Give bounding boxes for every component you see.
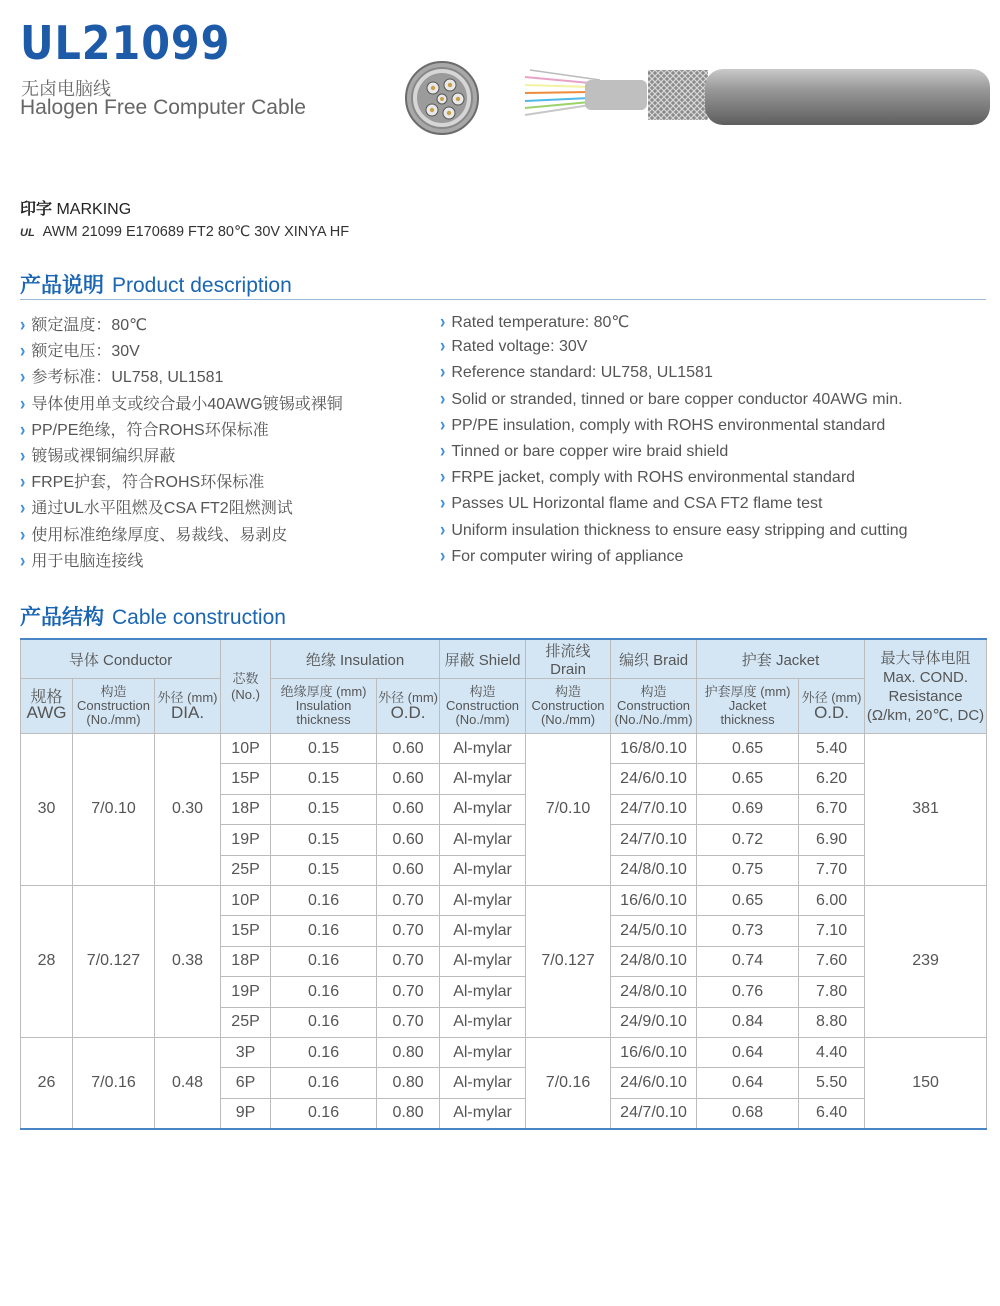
cable-construction-title bbox=[20, 601, 286, 631]
feature-item bbox=[440, 545, 684, 567]
od-cell: 7.10 bbox=[799, 916, 865, 946]
od-cell: 5.50 bbox=[799, 1068, 865, 1098]
feature-item bbox=[20, 495, 293, 518]
od-cell: 7.60 bbox=[799, 946, 865, 976]
braid-cell: 24/7/0.10 bbox=[611, 1098, 697, 1129]
chevron-right-icon: › bbox=[440, 362, 446, 383]
jacket-thickness-header: 护套厚度 (mm) Jacket thickness bbox=[697, 679, 799, 734]
feature-item bbox=[440, 388, 903, 410]
feature-item bbox=[440, 469, 855, 487]
chevron-right-icon: › bbox=[440, 388, 446, 410]
insulation-od-cell: 0.80 bbox=[377, 1098, 440, 1129]
shield-cell: Al-mylar bbox=[440, 794, 526, 824]
pairs-header: 芯数(No.) bbox=[221, 639, 271, 734]
shield-cell: Al-mylar bbox=[440, 734, 526, 764]
feature-text: Solid or stranded, tinned or bare copper conductor 40AWG min. bbox=[451, 390, 903, 408]
feature-item bbox=[440, 443, 728, 461]
feature-text: Passes UL Horizontal flame and CSA FT2 flame test bbox=[451, 495, 823, 513]
feature-item bbox=[20, 312, 147, 335]
pairs-cell: 10P bbox=[221, 885, 271, 915]
insulation-od-cell: 0.60 bbox=[377, 855, 440, 885]
table-row bbox=[21, 734, 987, 764]
jacket-thickness-cell: 0.65 bbox=[697, 734, 799, 764]
pairs-cell: 18P bbox=[221, 794, 271, 824]
insulation-od-cell: 0.60 bbox=[377, 825, 440, 855]
pairs-cell: 19P bbox=[221, 825, 271, 855]
resistance-cell: 150 bbox=[865, 1037, 987, 1129]
feature-text: PP/PE insulation, comply with ROHS environmental standard bbox=[451, 416, 886, 434]
cable-side-image bbox=[525, 69, 990, 125]
jacket-thickness-cell: 0.84 bbox=[697, 1007, 799, 1037]
chevron-right-icon: › bbox=[440, 336, 446, 357]
insulation-od-cell: 0.80 bbox=[377, 1037, 440, 1067]
table-row bbox=[21, 885, 987, 915]
title-en: Halogen Free Computer Cable bbox=[20, 96, 306, 119]
insulation-thickness-cell: 0.16 bbox=[271, 1098, 377, 1129]
shield-construction-header: 构造 Construction (No./mm) bbox=[440, 679, 526, 734]
chevron-right-icon: › bbox=[440, 467, 446, 488]
dia-header: 外径 (mm) DIA. bbox=[155, 679, 221, 734]
jacket-thickness-cell: 0.65 bbox=[697, 764, 799, 794]
feature-text: PP/PE绝缘，符合ROHS环保标准 bbox=[31, 421, 269, 439]
braid-cell: 24/5/0.10 bbox=[611, 916, 697, 946]
insulation-thickness-cell: 0.16 bbox=[271, 916, 377, 946]
chevron-right-icon: › bbox=[20, 341, 26, 362]
resistance-header: 最大导体电阻 Max. COND. Resistance (Ω/km, 20℃, DC) bbox=[865, 639, 987, 734]
insulation-od-cell: 0.70 bbox=[377, 1007, 440, 1037]
insulation-od-cell: 0.70 bbox=[377, 946, 440, 976]
od-cell: 8.80 bbox=[799, 1007, 865, 1037]
jacket-thickness-cell: 0.76 bbox=[697, 977, 799, 1007]
conductor-construction-cell: 7/0.10 bbox=[73, 734, 155, 886]
pairs-cell: 15P bbox=[221, 916, 271, 946]
feature-text: 额定温度：80℃ bbox=[31, 317, 148, 334]
braid-cell: 24/8/0.10 bbox=[611, 946, 697, 976]
chevron-right-icon: › bbox=[20, 393, 26, 415]
jacket-thickness-cell: 0.65 bbox=[697, 885, 799, 915]
insulation-od-cell: 0.70 bbox=[377, 916, 440, 946]
shield-header: 屏蔽 Shield bbox=[440, 639, 526, 679]
feature-text: FRPE护套，符合ROHS环保标准 bbox=[31, 474, 265, 492]
od-cell: 6.20 bbox=[799, 764, 865, 794]
chevron-right-icon: › bbox=[440, 414, 446, 436]
feature-item bbox=[440, 364, 713, 382]
section-divider bbox=[20, 299, 986, 300]
section-title-en: Product description bbox=[112, 274, 292, 297]
pairs-cell: 19P bbox=[221, 977, 271, 1007]
insulation-thickness-cell: 0.16 bbox=[271, 946, 377, 976]
feature-text: 用于电脑连接线 bbox=[31, 552, 144, 570]
marking-heading bbox=[20, 196, 131, 219]
shield-cell: Al-mylar bbox=[440, 764, 526, 794]
shield-cell: Al-mylar bbox=[440, 825, 526, 855]
insulation-thickness-cell: 0.16 bbox=[271, 1007, 377, 1037]
construction-table-body bbox=[21, 734, 987, 1130]
od-cell: 4.40 bbox=[799, 1037, 865, 1067]
feature-text: 通过UL水平阻燃及CSA FT2阻燃测试 bbox=[31, 500, 293, 518]
cable-cross-section-image bbox=[406, 62, 478, 134]
chevron-right-icon: › bbox=[440, 545, 446, 567]
pairs-cell: 25P bbox=[221, 1007, 271, 1037]
pairs-cell: 3P bbox=[221, 1037, 271, 1067]
marking-line bbox=[20, 224, 349, 240]
shield-cell: Al-mylar bbox=[440, 1007, 526, 1037]
awg-cell: 26 bbox=[21, 1037, 73, 1129]
insulation-header: 绝缘 Insulation bbox=[271, 639, 440, 679]
conductor-header: 导体 Conductor bbox=[21, 639, 221, 679]
dia-cell: 0.48 bbox=[155, 1037, 221, 1129]
shield-cell: Al-mylar bbox=[440, 1068, 526, 1098]
chevron-right-icon: › bbox=[20, 419, 26, 441]
feature-text: For computer wiring of appliance bbox=[451, 547, 684, 565]
awg-cell: 28 bbox=[21, 885, 73, 1037]
insulation-thickness-header: 绝缘厚度 (mm) Insulation thickness bbox=[271, 679, 377, 734]
od-cell: 7.80 bbox=[799, 977, 865, 1007]
awg-header: 规格 AWG bbox=[21, 679, 73, 734]
insulation-thickness-cell: 0.16 bbox=[271, 885, 377, 915]
feature-item bbox=[20, 391, 343, 414]
drain-construction-header: 构造 Construction (No./mm) bbox=[526, 679, 611, 734]
pairs-cell: 6P bbox=[221, 1068, 271, 1098]
shield-cell: Al-mylar bbox=[440, 855, 526, 885]
chevron-right-icon: › bbox=[20, 367, 26, 388]
shield-cell: Al-mylar bbox=[440, 977, 526, 1007]
cable-illustration bbox=[400, 55, 995, 145]
feature-text: Tinned or bare copper wire braid shield bbox=[451, 443, 729, 460]
conductor-construction-cell: 7/0.127 bbox=[73, 885, 155, 1037]
feature-text: 参考标准：UL758, UL1581 bbox=[31, 369, 224, 387]
braid-cell: 16/6/0.10 bbox=[611, 1037, 697, 1067]
od-cell: 5.40 bbox=[799, 734, 865, 764]
chevron-right-icon: › bbox=[440, 312, 446, 333]
od-cell: 6.70 bbox=[799, 794, 865, 824]
chevron-right-icon: › bbox=[20, 498, 26, 519]
od-cell: 6.40 bbox=[799, 1098, 865, 1129]
insulation-thickness-cell: 0.15 bbox=[271, 825, 377, 855]
chevron-right-icon: › bbox=[20, 524, 26, 546]
braid-cell: 24/6/0.10 bbox=[611, 1068, 697, 1098]
feature-item bbox=[440, 519, 908, 541]
feature-item bbox=[440, 495, 822, 513]
jacket-thickness-cell: 0.72 bbox=[697, 825, 799, 855]
conductor-construction-header: 构造 Construction (No./mm) bbox=[73, 679, 155, 734]
awg-cell: 30 bbox=[21, 734, 73, 886]
shield-cell: Al-mylar bbox=[440, 1037, 526, 1067]
chevron-right-icon: › bbox=[20, 550, 26, 572]
insulation-od-cell: 0.60 bbox=[377, 734, 440, 764]
insulation-od-header: 外径 (mm) O.D. bbox=[377, 679, 440, 734]
braid-cell: 24/8/0.10 bbox=[611, 855, 697, 885]
feature-item bbox=[20, 364, 223, 387]
braid-cell: 16/6/0.10 bbox=[611, 885, 697, 915]
insulation-thickness-cell: 0.15 bbox=[271, 764, 377, 794]
product-description-title bbox=[20, 269, 292, 299]
table-row bbox=[21, 1037, 987, 1067]
feature-text: 导体使用单支或绞合最小40AWG镀锡或裸铜 bbox=[31, 395, 343, 413]
pairs-cell: 10P bbox=[221, 734, 271, 764]
braid-cell: 24/9/0.10 bbox=[611, 1007, 697, 1037]
shield-cell: Al-mylar bbox=[440, 885, 526, 915]
od-cell: 6.00 bbox=[799, 885, 865, 915]
feature-item bbox=[20, 469, 264, 492]
feature-text: FRPE jacket, comply with ROHS environmental standard bbox=[451, 469, 856, 487]
insulation-thickness-cell: 0.15 bbox=[271, 794, 377, 824]
conductor-construction-cell: 7/0.16 bbox=[73, 1037, 155, 1129]
braid-cell: 24/8/0.10 bbox=[611, 977, 697, 1007]
od-cell: 6.90 bbox=[799, 825, 865, 855]
insulation-thickness-cell: 0.15 bbox=[271, 734, 377, 764]
marking-text: AWM 21099 E170689 FT2 80℃ 30V XINYA HF bbox=[42, 224, 350, 240]
feature-item bbox=[440, 312, 629, 332]
jacket-thickness-cell: 0.68 bbox=[697, 1098, 799, 1129]
braid-cell: 24/7/0.10 bbox=[611, 794, 697, 824]
braid-cell: 24/6/0.10 bbox=[611, 764, 697, 794]
insulation-thickness-cell: 0.16 bbox=[271, 1068, 377, 1098]
insulation-thickness-cell: 0.15 bbox=[271, 855, 377, 885]
feature-item bbox=[440, 338, 587, 356]
insulation-od-cell: 0.70 bbox=[377, 885, 440, 915]
chevron-right-icon: › bbox=[20, 446, 26, 467]
insulation-od-cell: 0.60 bbox=[377, 764, 440, 794]
feature-text: 镀锡或裸铜编织屏蔽 bbox=[31, 448, 176, 465]
insulation-od-cell: 0.80 bbox=[377, 1068, 440, 1098]
feature-text: 额定电压：30V bbox=[31, 343, 140, 361]
chevron-right-icon: › bbox=[440, 493, 446, 514]
pairs-cell: 9P bbox=[221, 1098, 271, 1129]
insulation-od-cell: 0.60 bbox=[377, 794, 440, 824]
chevron-right-icon: › bbox=[440, 519, 446, 541]
ul-logo-icon: UL bbox=[20, 227, 35, 239]
jacket-od-header: 外径 (mm) O.D. bbox=[799, 679, 865, 734]
braid-construction-header: 构造 Construction (No./No./mm) bbox=[611, 679, 697, 734]
jacket-thickness-cell: 0.64 bbox=[697, 1068, 799, 1098]
braid-cell: 16/8/0.10 bbox=[611, 734, 697, 764]
od-cell: 7.70 bbox=[799, 855, 865, 885]
braid-cell: 24/7/0.10 bbox=[611, 825, 697, 855]
section-title-en: Cable construction bbox=[112, 606, 286, 629]
insulation-thickness-cell: 0.16 bbox=[271, 1037, 377, 1067]
shield-cell: Al-mylar bbox=[440, 946, 526, 976]
feature-item bbox=[20, 548, 143, 571]
marking-heading-cn: 印字 bbox=[20, 201, 53, 218]
feature-text: Reference standard: UL758, UL1581 bbox=[451, 364, 713, 382]
insulation-od-cell: 0.70 bbox=[377, 977, 440, 1007]
pairs-cell: 18P bbox=[221, 946, 271, 976]
feature-text: Uniform insulation thickness to ensure easy stripping and cutting bbox=[451, 521, 908, 539]
resistance-cell: 239 bbox=[865, 885, 987, 1037]
pairs-cell: 15P bbox=[221, 764, 271, 794]
construction-table bbox=[20, 638, 987, 1130]
section-title-cn: 产品结构 bbox=[20, 606, 104, 629]
jacket-thickness-cell: 0.75 bbox=[697, 855, 799, 885]
feature-item bbox=[20, 417, 269, 440]
feature-text: Rated temperature: 80℃ bbox=[451, 314, 630, 331]
jacket-thickness-cell: 0.64 bbox=[697, 1037, 799, 1067]
model-title: UL21099 bbox=[20, 16, 231, 70]
feature-item bbox=[20, 443, 175, 466]
drain-cell: 7/0.16 bbox=[526, 1037, 611, 1129]
dia-cell: 0.30 bbox=[155, 734, 221, 886]
chevron-right-icon: › bbox=[20, 315, 26, 336]
resistance-cell: 381 bbox=[865, 734, 987, 886]
title-cn: 无卤电脑线 bbox=[21, 79, 111, 99]
jacket-header: 护套 Jacket bbox=[697, 639, 865, 679]
jacket-thickness-cell: 0.73 bbox=[697, 916, 799, 946]
feature-item bbox=[20, 338, 140, 361]
feature-text: Rated voltage: 30V bbox=[451, 338, 588, 356]
braid-header: 编织 Braid bbox=[611, 639, 697, 679]
drain-cell: 7/0.127 bbox=[526, 885, 611, 1037]
drain-cell: 7/0.10 bbox=[526, 734, 611, 886]
jacket-thickness-cell: 0.74 bbox=[697, 946, 799, 976]
chevron-right-icon: › bbox=[20, 472, 26, 493]
insulation-thickness-cell: 0.16 bbox=[271, 977, 377, 1007]
feature-item bbox=[20, 522, 287, 545]
pairs-cell: 25P bbox=[221, 855, 271, 885]
dia-cell: 0.38 bbox=[155, 885, 221, 1037]
chevron-right-icon: › bbox=[440, 441, 446, 462]
feature-item bbox=[440, 414, 886, 436]
drain-header: 排流线 Drain bbox=[526, 639, 611, 679]
feature-text: 使用标准绝缘厚度、易裁线、易剥皮 bbox=[31, 526, 288, 544]
jacket-thickness-cell: 0.69 bbox=[697, 794, 799, 824]
shield-cell: Al-mylar bbox=[440, 916, 526, 946]
section-title-cn: 产品说明 bbox=[20, 274, 104, 297]
shield-cell: Al-mylar bbox=[440, 1098, 526, 1129]
marking-heading-en: MARKING bbox=[56, 201, 132, 218]
